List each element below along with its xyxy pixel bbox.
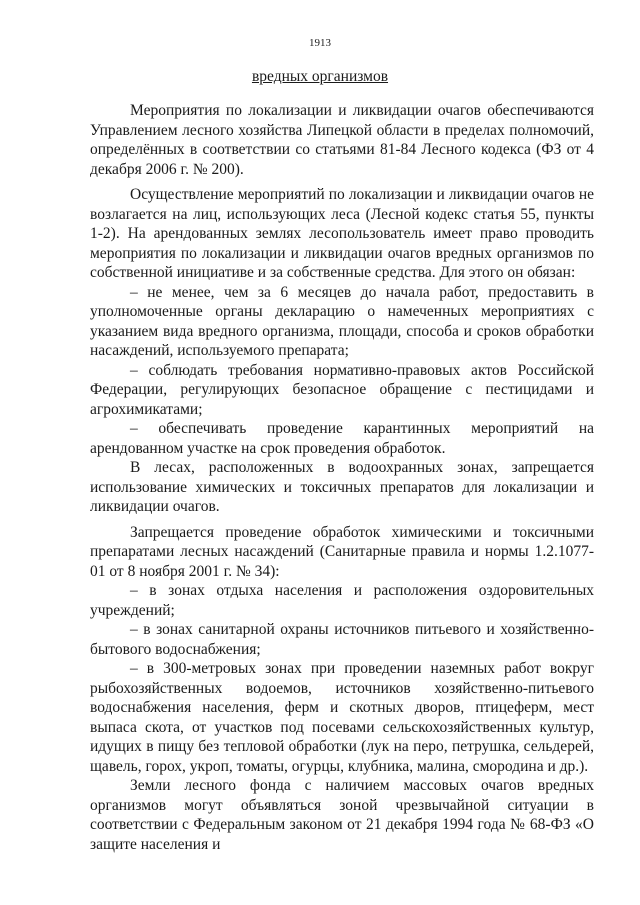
list-item: – в зонах санитарной охраны источников питьевого и хозяйственно-бытового водоснабжения;	[90, 621, 594, 658]
list-item: – в 300-метровых зонах при проведении наземных работ вокруг рыбохозяйственных водоемов, источников хозяйственно-питьевого водоснабжения населения, ферм и скотных дворов, птицеферм, мест выпаса скота, от участков под посевами сельскохозяйственных культур, идущих в пищу без тепловой обработки (лук на перо, петрушка, сельдерей, щавель, горох, укроп, томаты, огурцы, клубника, малина, смородина и др.).	[90, 660, 594, 775]
paragraph: Мероприятия по локализации и ликвидации очагов обеспечиваются Управлением лесного хозяйства Липецкой области в пределах полномочий, определённых в соответствии со статьями 81-84 Лесного кодекса (ФЗ от 4 декабря 2006 г. № 200).	[90, 102, 594, 178]
list-item: – соблюдать требования нормативно-правовых актов Российской Федерации, регулирующих безопасное обращение с пестицидами и агрохимикатами;	[90, 361, 594, 418]
paragraph: Осуществление мероприятий по локализации и ликвидации очагов не возлагается на лиц, использующих леса (Лесной кодекс статья 55, пункты 1-2). На арендованных землях лесопользователь имеет право проводить мероприятия по локализации и ликвидации очагов вредных организмов по собственной инициативе и за собственные средства. Для этого он обязан:	[90, 186, 594, 281]
paragraph: В лесах, расположенных в водоохранных зонах, запрещается использование химических и токсичных препаратов для локализации и ликвидации очагов.	[90, 459, 594, 515]
list-item: – не менее, чем за 6 месяцев до начала работ, предоставить в уполномоченные органы декларацию о намеченных мероприятиях с указанием вида вредного организма, площади, способа и сроков обработки насаждений, используемого препарата;	[90, 283, 594, 359]
page-number: 1913	[309, 37, 331, 49]
list-item: – обеспечивать проведение карантинных мероприятий на арендованном участке на срок проведения обработок.	[90, 420, 594, 457]
document-body	[90, 101, 594, 854]
paragraph: Земли лесного фонда с наличием массовых очагов вредных организмов могут объявляться зоной чрезвычайной ситуации в соответствии с Федеральным законом от 21 декабря 1994 года № 68-ФЗ «О защите населения и	[90, 777, 594, 853]
list-item: – в зонах отдыха населения и расположения оздоровительных учреждений;	[90, 582, 594, 619]
paragraph: Запрещается проведение обработок химическими и токсичными препаратами лесных насаждений (Санитарные правила и нормы 1.2.1077-01 от 8 ноября 2001 г. № 34):	[90, 523, 594, 580]
section-heading: вредных организмов	[251, 68, 389, 85]
